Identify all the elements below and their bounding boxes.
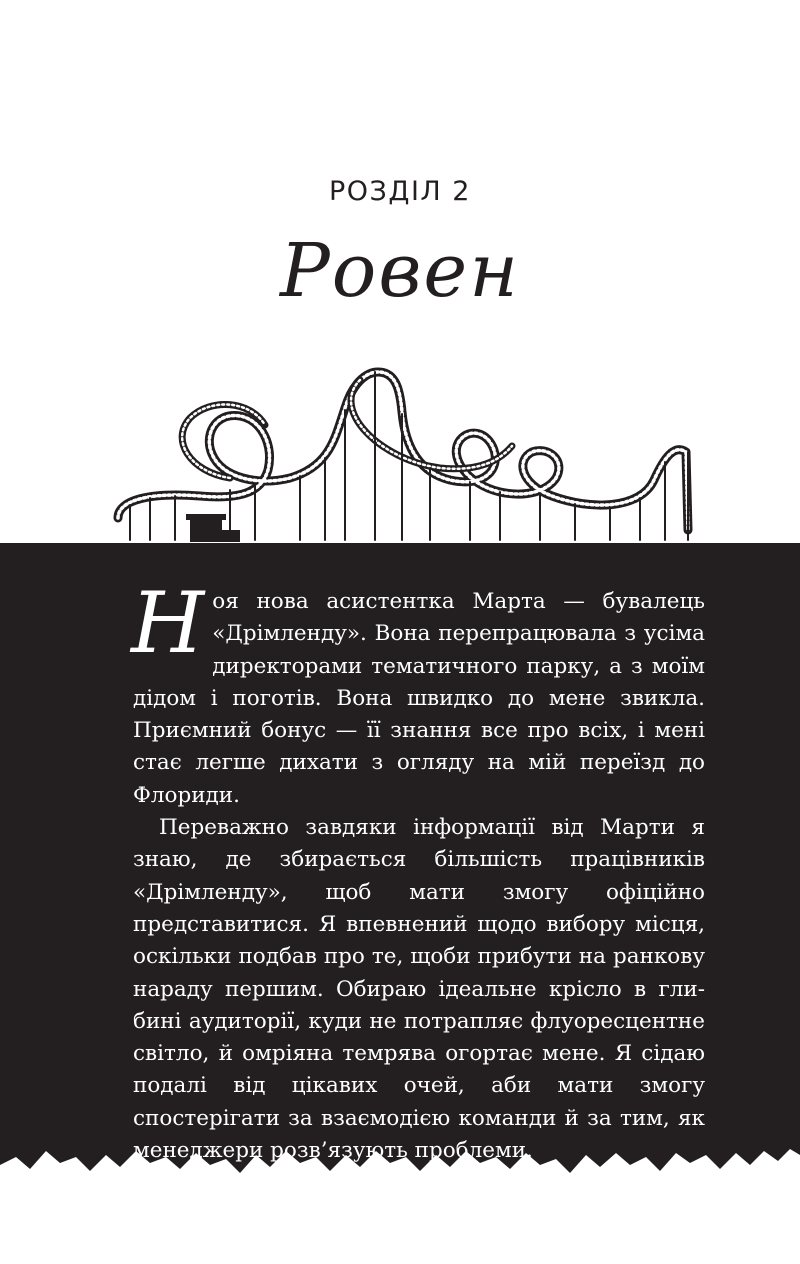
paragraph-1 [131,574,705,812]
roller-coaster-icon [0,340,800,550]
paragraph-2: Переважно завдяки інформації від Марти я знаю, де збирається більшість працівників «Дрімленду», щоб мати змогу офіційно представитися. Я впевнений щодо вибору місця, оскільки подбав про те, щоби прибути на ранкову нараду першим. Обираю ідеальне крісло в глибині аудиторії, куди не потрапляє флуоресцентне світло, й омріяна темрява огортає мене. Я сідаю подалі від цікавих очей, аби мати змогу спостерігати за взаємодією команди й за тим, як менеджери розв’язують проблеми. [133,815,705,1164]
chapter-label: РОЗДІЛ 2 [329,176,471,207]
chapter-title: Ровен [280,228,520,314]
drop-cap: Н [131,574,205,672]
paragraph-1-text: оя нова асистентка Марта — бувалець «Дрімленду». Вона перепрацювала з усіма директорами тематичного парку, а з моїм дідом і поготів. Вона швидко до мене звикла. Приємний бонус — її знання все про всіх, і мені стає легше дихати з огляду на мій переїзд до Флориди. [133,589,705,808]
body-text [131,574,705,1264]
paragraph-3: За десять хвилин до початку наради всі заходять до приміщення й займають майже всі крісла. Хай яка б [133,1170,705,1260]
